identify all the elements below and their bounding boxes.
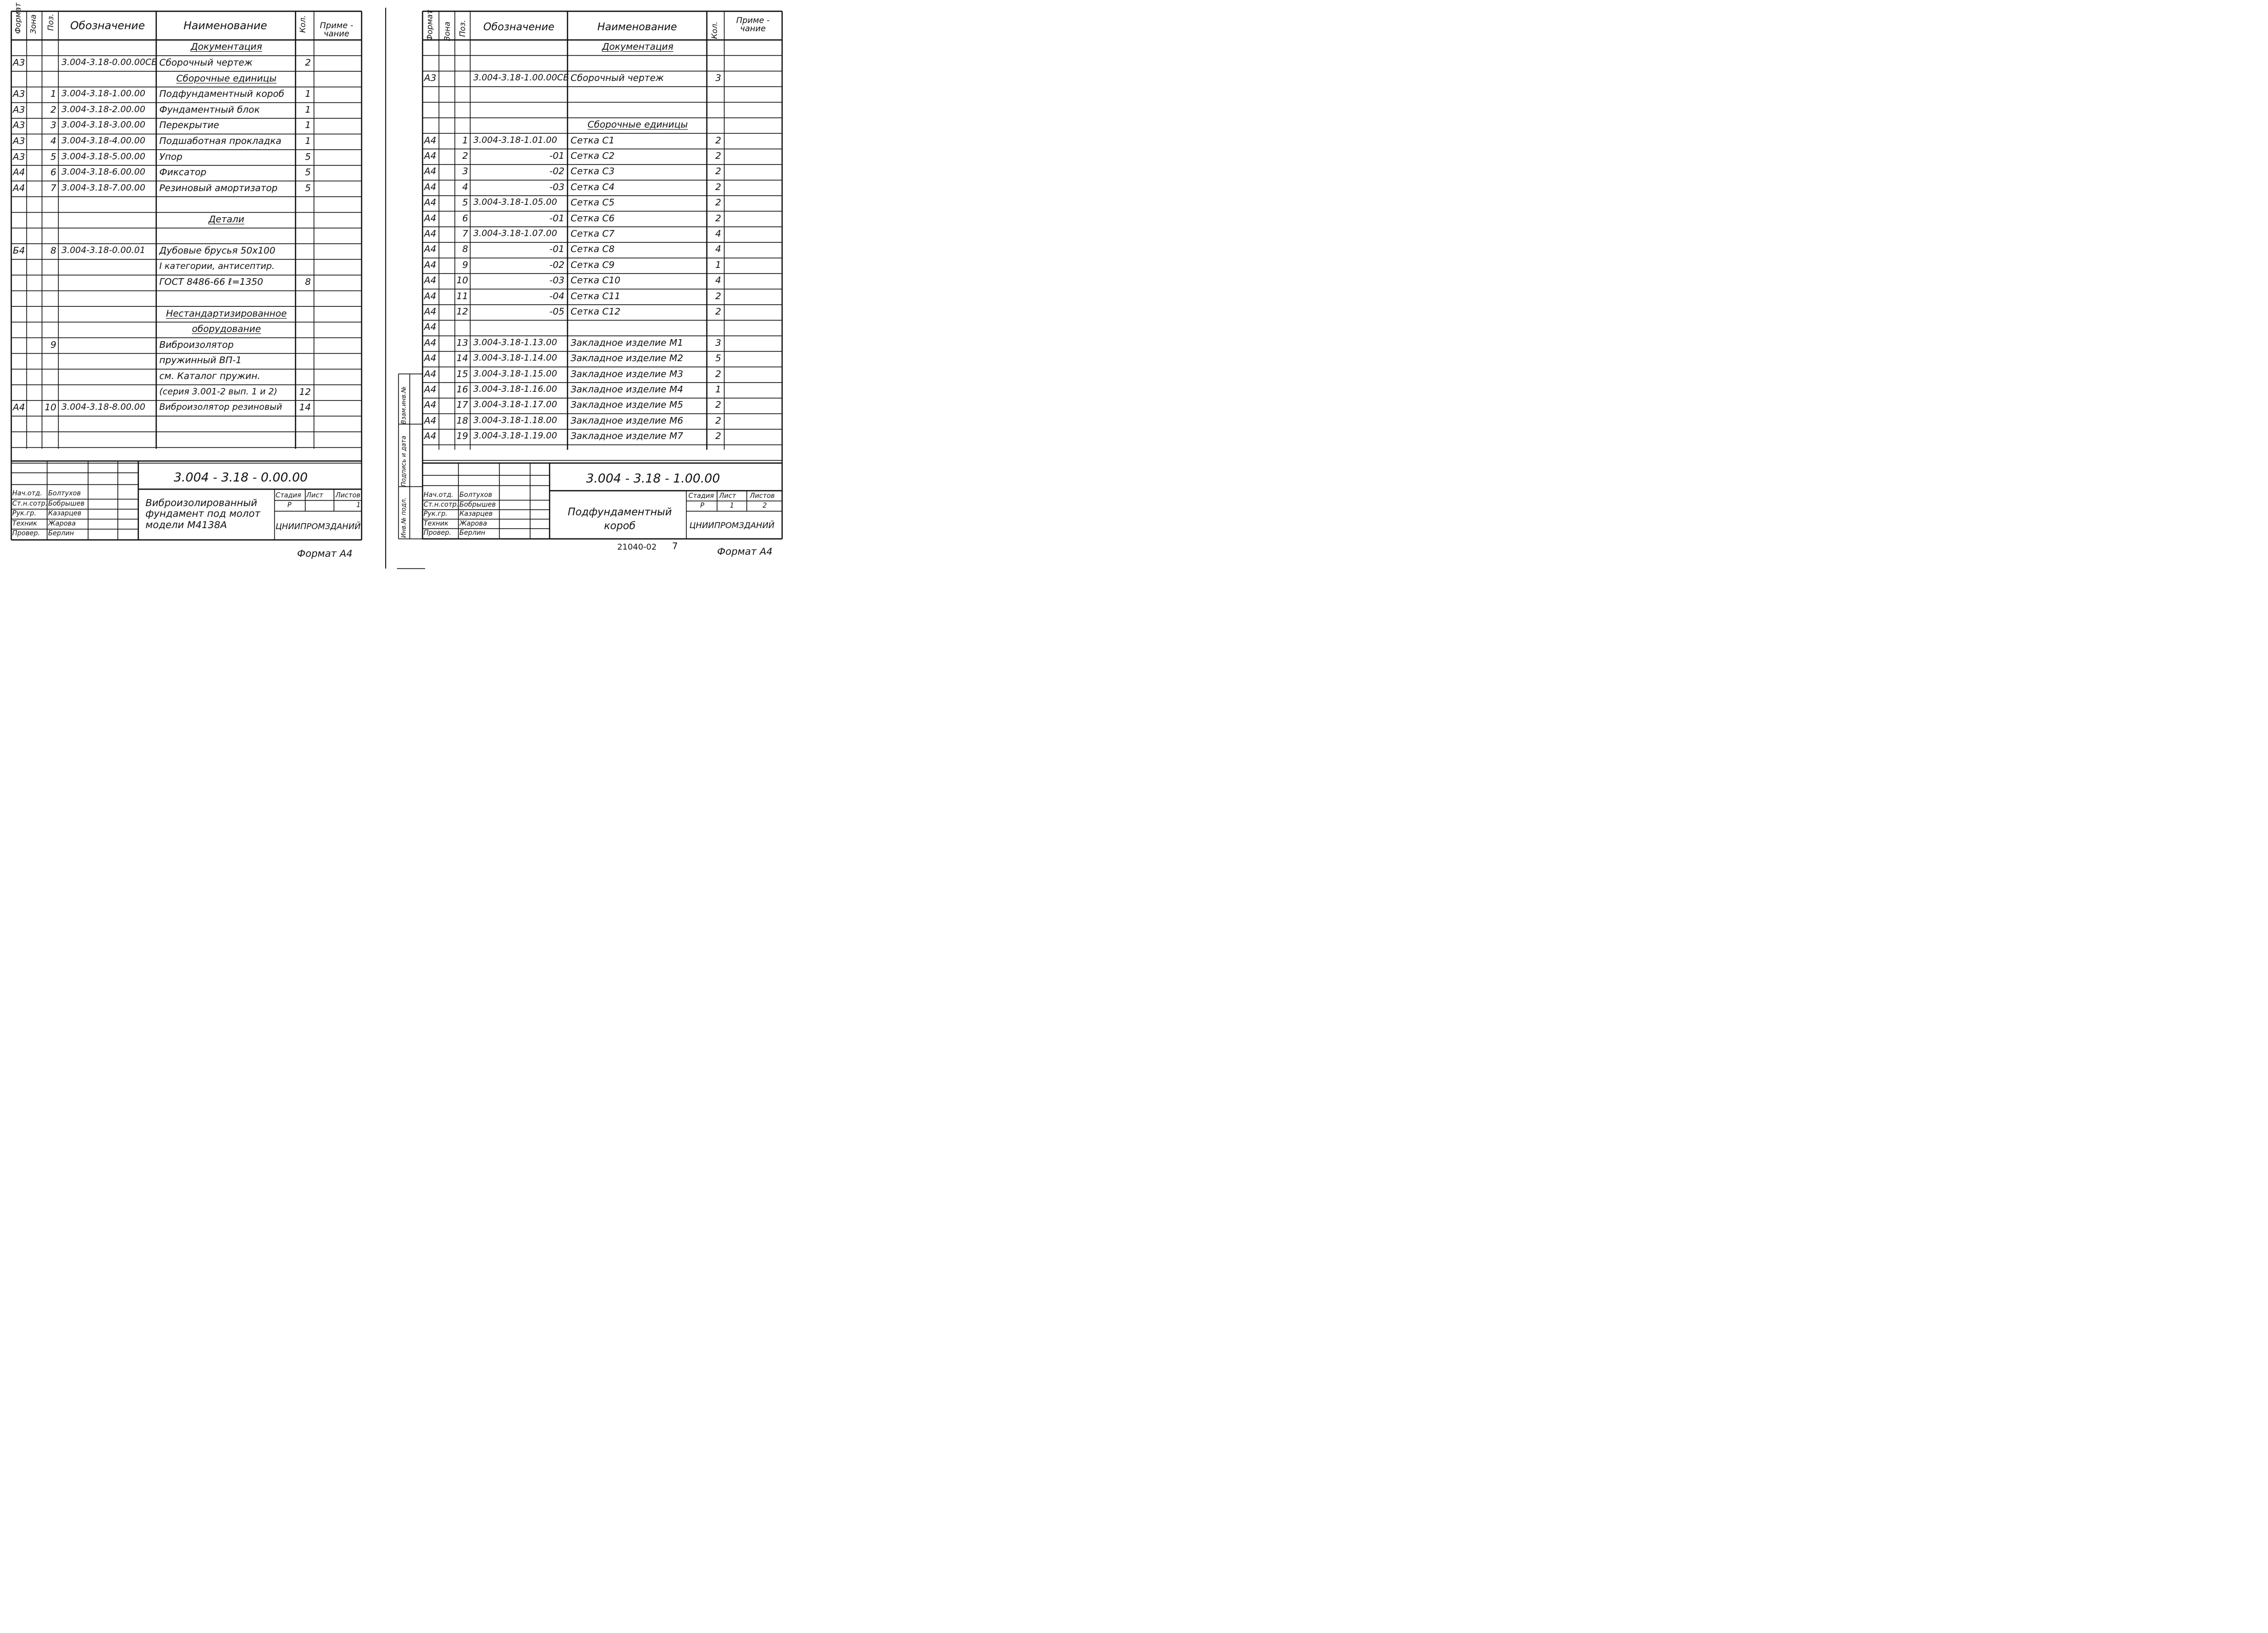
row-position: 18 xyxy=(456,415,468,426)
row-name: Сетка С9 xyxy=(571,259,615,270)
header-zone: Зона xyxy=(443,22,452,41)
row-quantity: 4 xyxy=(715,275,721,286)
row-position: 5 xyxy=(50,151,56,162)
row-position: 6 xyxy=(462,213,468,224)
row-quantity: 5 xyxy=(715,353,721,364)
row-format: А3 xyxy=(424,73,436,83)
right-sheets-label: Листов xyxy=(750,492,775,500)
row-name: Подфундаментный короб xyxy=(159,89,285,100)
row-format: А4 xyxy=(424,259,436,270)
row-designation: 3.004-3.18-1.00.00СБ xyxy=(473,73,570,83)
row-designation: 3.004-3.18-5.00.00 xyxy=(61,151,145,162)
row-format: А4 xyxy=(424,322,436,333)
row-name: Подшаботная прокладка xyxy=(159,135,282,146)
row-name: Дубовые брусья 50х100 xyxy=(159,245,276,257)
row-name: Виброизолятор резиновый xyxy=(159,402,282,413)
row-quantity: 2 xyxy=(715,400,721,411)
row-designation: -04 xyxy=(549,290,564,302)
row-name: Закладное изделие М5 xyxy=(571,400,683,411)
row-name: см. Каталог пружин. xyxy=(159,370,261,382)
staff-name: Бобрышев xyxy=(48,499,85,508)
row-format: А4 xyxy=(13,402,25,413)
row-position: 11 xyxy=(456,290,468,302)
header-designation: Обозначение xyxy=(483,20,555,33)
row-name: Сетка С12 xyxy=(571,306,621,317)
row-name: Перекрытие xyxy=(159,120,219,131)
left-sheet-label: Лист xyxy=(306,492,323,499)
row-format: А4 xyxy=(424,181,436,193)
row-name: ГОСТ 8486-66 ℓ=1350 xyxy=(159,277,263,288)
row-position: 7 xyxy=(462,228,468,239)
row-name: Сетка С3 xyxy=(571,166,615,177)
row-name: Сетка С1 xyxy=(571,135,615,146)
archive-stamp: 21040-02 xyxy=(617,542,657,552)
row-name: Сетка С6 xyxy=(571,213,615,224)
row-quantity: 2 xyxy=(715,431,721,442)
row-designation: 3.004-3.18-1.01.00 xyxy=(473,135,557,145)
right-document-number: 3.004 - 3.18 - 1.00.00 xyxy=(586,471,720,486)
row-name: Сетка С8 xyxy=(571,244,615,255)
row-position: 12 xyxy=(456,306,468,317)
row-position: 8 xyxy=(50,245,56,257)
row-position: 8 xyxy=(462,244,468,255)
row-format: А3 xyxy=(13,151,25,162)
row-position: 2 xyxy=(462,151,468,161)
row-format: А4 xyxy=(424,275,436,286)
right-sheet-value: 1 xyxy=(729,502,734,510)
row-quantity: 2 xyxy=(715,290,721,302)
row-format: А4 xyxy=(424,431,436,442)
left-format-label: Формат А4 xyxy=(297,548,353,559)
staff-name: Казарцев xyxy=(48,510,81,517)
row-position: 13 xyxy=(456,337,468,348)
row-position: 15 xyxy=(456,368,468,380)
row-quantity: 2 xyxy=(305,57,311,68)
right-format-label: Формат А4 xyxy=(717,546,773,557)
row-format: А4 xyxy=(424,228,436,239)
header-designation: Обозначение xyxy=(70,19,145,32)
row-position: 4 xyxy=(50,135,56,146)
row-name: Сетка С5 xyxy=(571,197,615,208)
header-note: Приме - чание xyxy=(736,15,770,33)
row-name: Сетка С11 xyxy=(571,290,621,302)
row-designation: 3.004-3.18-1.00.00 xyxy=(61,89,145,99)
row-position: 10 xyxy=(456,275,468,286)
row-designation: 3.004-3.18-8.00.00 xyxy=(61,402,145,413)
row-designation: 3.004-3.18-4.00.00 xyxy=(61,135,145,146)
row-designation: 3.004-3.18-1.18.00 xyxy=(473,415,557,426)
row-position: 6 xyxy=(50,167,56,178)
staff-role: Ст.н.сотр. xyxy=(12,499,48,508)
row-name: Фиксатор xyxy=(159,167,206,178)
row-designation: 3.004-3.18-1.07.00 xyxy=(473,228,557,239)
staff-role: Техник xyxy=(424,519,449,528)
staff-name: Берлин xyxy=(48,530,74,537)
row-format: А4 xyxy=(13,167,25,178)
row-position: 14 xyxy=(456,353,468,364)
row-designation: 3.004-3.18-3.00.00 xyxy=(61,120,145,131)
staff-name: Казарцев xyxy=(459,510,493,518)
row-quantity: 1 xyxy=(715,259,721,270)
row-quantity: 14 xyxy=(299,402,311,413)
row-format: А4 xyxy=(424,244,436,255)
row-format: А4 xyxy=(424,337,436,348)
row-designation: 3.004-3.18-1.14.00 xyxy=(473,353,557,364)
row-position: 1 xyxy=(50,89,56,100)
row-designation: 3.004-3.18-1.15.00 xyxy=(473,368,557,379)
staff-role: Провер. xyxy=(12,530,40,537)
staff-role: Нач.отд. xyxy=(12,490,43,497)
row-quantity: 1 xyxy=(305,120,311,131)
header-name: Наименование xyxy=(597,20,677,33)
row-designation: 3.004-3.18-2.00.00 xyxy=(61,104,145,115)
row-position: 17 xyxy=(456,400,468,411)
row-format: А3 xyxy=(13,57,25,68)
row-format: А4 xyxy=(13,182,25,194)
row-designation: 3.004-3.18-1.13.00 xyxy=(473,337,557,348)
row-format: А3 xyxy=(13,104,25,115)
row-name: (серия 3.001-2 вып. 1 и 2) xyxy=(159,386,278,397)
header-position: Поз. xyxy=(46,13,55,31)
left-document-title: Виброизолированный фундамент под молот модели М4138А xyxy=(145,497,261,531)
right-stage-value: Р xyxy=(700,502,704,510)
row-format: А4 xyxy=(424,135,436,146)
header-note: Приме - чание xyxy=(320,20,353,38)
section-heading: Сборочные единицы xyxy=(176,73,277,84)
staff-role: Рук.гр. xyxy=(12,510,36,517)
row-name: I категории, антисептир. xyxy=(159,261,275,271)
row-format: Б4 xyxy=(13,245,25,257)
row-name: Фундаментный блок xyxy=(159,104,260,115)
staff-name: Болтухов xyxy=(48,490,81,497)
row-format: А4 xyxy=(424,151,436,161)
row-format: А4 xyxy=(424,384,436,395)
row-designation: -03 xyxy=(549,181,564,193)
row-position: 3 xyxy=(462,166,468,177)
row-position: 5 xyxy=(462,197,468,208)
row-designation: -02 xyxy=(549,259,564,270)
row-name: Сетка С2 xyxy=(571,151,615,161)
row-format: А4 xyxy=(424,197,436,208)
row-name: Закладное изделие М3 xyxy=(571,368,683,380)
row-position: 19 xyxy=(456,431,468,442)
row-designation: -01 xyxy=(549,213,564,224)
header-quantity: Кол. xyxy=(298,15,307,33)
header-format: Формат xyxy=(425,10,434,41)
staff-name: Бобрышев xyxy=(459,500,496,509)
page-number: 7 xyxy=(672,541,678,552)
right-sheets-value: 2 xyxy=(762,502,767,510)
row-format: А4 xyxy=(424,306,436,317)
row-format: А4 xyxy=(424,213,436,224)
left-stage-label: Стадия xyxy=(276,492,301,499)
right-document-title: Подфундаментный короб xyxy=(568,506,672,532)
row-format: А3 xyxy=(13,120,25,131)
row-quantity: 3 xyxy=(715,73,721,83)
row-quantity: 2 xyxy=(715,151,721,161)
row-quantity: 5 xyxy=(305,151,311,162)
row-quantity: 1 xyxy=(715,384,721,395)
row-quantity: 5 xyxy=(305,182,311,194)
row-format: А4 xyxy=(424,415,436,426)
row-format: А3 xyxy=(13,89,25,100)
right-sheet-label: Лист xyxy=(719,492,736,500)
row-name: Закладное изделие М4 xyxy=(571,384,683,395)
section-heading: Сборочные единицы xyxy=(587,119,688,131)
row-quantity: 2 xyxy=(715,181,721,193)
left-stage-value: Р xyxy=(287,501,291,509)
row-designation: -05 xyxy=(549,306,564,317)
row-designation: 3.004-3.18-1.16.00 xyxy=(473,384,557,394)
section-heading: Детали xyxy=(208,214,244,225)
staff-name: Берлин xyxy=(459,529,486,537)
row-position: 2 xyxy=(50,104,56,115)
row-position: 1 xyxy=(462,135,468,146)
row-position: 3 xyxy=(50,120,56,131)
row-format: А4 xyxy=(424,400,436,411)
row-position: 10 xyxy=(45,402,56,413)
row-quantity: 2 xyxy=(715,306,721,317)
row-position: 16 xyxy=(456,384,468,395)
row-name: Сборочный чертеж xyxy=(159,57,253,68)
row-position: 4 xyxy=(462,181,468,193)
row-quantity: 12 xyxy=(299,386,311,397)
row-name: Закладное изделие М1 xyxy=(571,337,683,348)
header-position: Поз. xyxy=(458,19,467,37)
left-document-number: 3.004 - 3.18 - 0.00.00 xyxy=(174,470,308,485)
row-position: 9 xyxy=(462,259,468,270)
row-quantity: 2 xyxy=(715,213,721,224)
header-name: Наименование xyxy=(183,19,267,32)
row-name: Виброизолятор xyxy=(159,339,234,350)
section-heading: оборудование xyxy=(192,324,261,335)
row-name: Сетка С4 xyxy=(571,181,615,193)
left-sheets-value: 1 xyxy=(356,501,361,509)
row-name: пружинный ВП-1 xyxy=(159,355,242,366)
row-quantity: 5 xyxy=(305,167,311,178)
row-designation: 3.004-3.18-6.00.00 xyxy=(61,167,145,178)
staff-name: Болтухов xyxy=(459,491,492,499)
row-position: 9 xyxy=(50,339,56,350)
row-designation: 3.004-3.18-1.05.00 xyxy=(473,197,557,208)
row-format: А3 xyxy=(13,135,25,146)
staff-role: Ст.н.сотр. xyxy=(424,500,459,509)
row-designation: -03 xyxy=(549,275,564,286)
row-quantity: 4 xyxy=(715,244,721,255)
row-designation: 3.004-3.18-0.00.00СБ xyxy=(61,57,158,68)
row-format: А4 xyxy=(424,290,436,302)
staff-name: Жарова xyxy=(459,519,487,528)
row-format: А4 xyxy=(424,353,436,364)
row-name: Упор xyxy=(159,151,183,162)
row-quantity: 4 xyxy=(715,228,721,239)
staff-role: Нач.отд. xyxy=(424,491,454,499)
row-quantity: 2 xyxy=(715,166,721,177)
row-name: Резиновый амортизатор xyxy=(159,182,278,194)
row-name: Сетка С10 xyxy=(571,275,621,286)
section-heading: Документация xyxy=(602,41,674,53)
left-sheets-label: Листов xyxy=(335,492,361,499)
left-organization: ЦНИИПРОМЗДАНИЙ xyxy=(276,521,361,531)
row-quantity: 2 xyxy=(715,368,721,380)
staff-name: Жарова xyxy=(48,519,76,528)
row-quantity: 8 xyxy=(305,277,311,288)
row-quantity: 1 xyxy=(305,135,311,146)
side-label-signature-date: Подпись и дата xyxy=(400,435,407,487)
row-quantity: 1 xyxy=(305,104,311,115)
header-format: Формат xyxy=(13,3,23,34)
section-heading: Нестандартизированное xyxy=(166,308,287,319)
row-name: Сборочный чертеж xyxy=(571,73,664,83)
header-zone: Зона xyxy=(29,14,38,34)
row-quantity: 1 xyxy=(305,89,311,100)
row-designation: 3.004-3.18-0.00.01 xyxy=(61,245,145,256)
right-organization: ЦНИИПРОМЗДАНИЙ xyxy=(689,520,775,530)
row-designation: 3.004-3.18-7.00.00 xyxy=(61,182,145,193)
row-designation: 3.004-3.18-1.17.00 xyxy=(473,400,557,410)
row-format: А4 xyxy=(424,166,436,177)
row-quantity: 2 xyxy=(715,415,721,426)
row-quantity: 2 xyxy=(715,197,721,208)
staff-role: Провер. xyxy=(424,529,452,537)
side-label-replacement-inventory: Взам.инв.№ xyxy=(400,386,407,424)
row-designation: -01 xyxy=(549,151,564,161)
row-designation: 3.004-3.18-1.19.00 xyxy=(473,431,557,442)
section-heading: Документация xyxy=(191,41,262,53)
row-name: Закладное изделие М2 xyxy=(571,353,683,364)
side-label-original-inventory: Инв.№ подл. xyxy=(400,497,407,538)
row-name: Сетка С7 xyxy=(571,228,615,239)
row-name: Закладное изделие М7 xyxy=(571,431,683,442)
staff-role: Рук.гр. xyxy=(424,510,448,518)
row-quantity: 2 xyxy=(715,135,721,146)
row-name: Закладное изделие М6 xyxy=(571,415,683,426)
header-quantity: Кол. xyxy=(710,21,719,39)
staff-role: Техник xyxy=(12,519,37,528)
row-designation: -02 xyxy=(549,166,564,177)
right-stage-label: Стадия xyxy=(688,492,714,500)
row-position: 7 xyxy=(50,182,56,194)
row-designation: -01 xyxy=(549,244,564,255)
row-quantity: 3 xyxy=(715,337,721,348)
row-format: А4 xyxy=(424,368,436,380)
